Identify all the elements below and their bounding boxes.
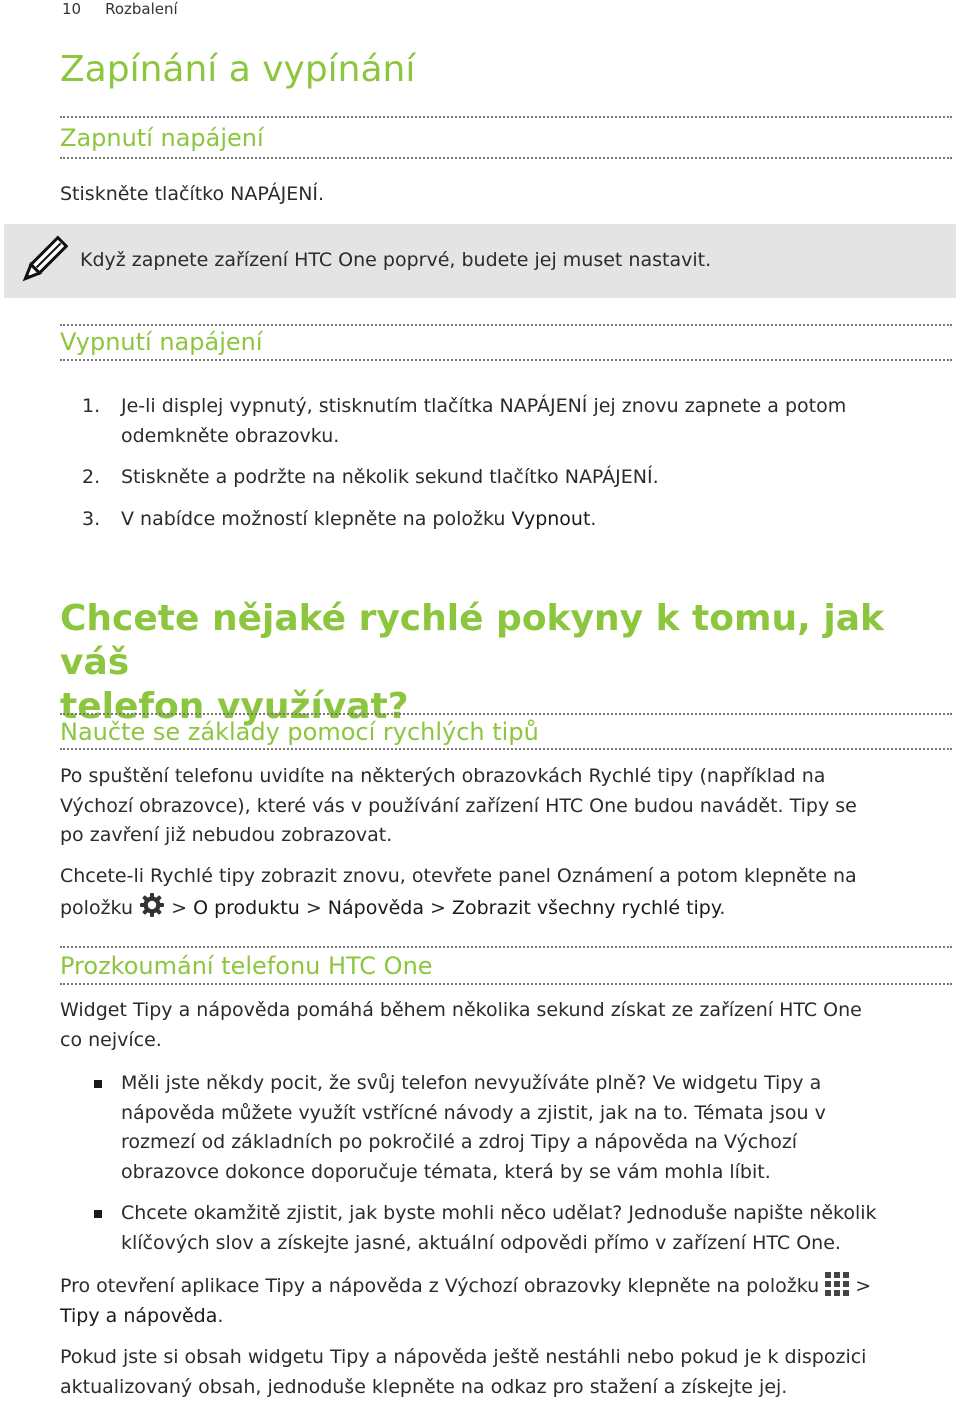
quick-tips-heading: Naučte se základy pomocí rychlých tipů: [60, 717, 539, 747]
text-line: [60, 1302, 940, 1332]
gear-icon: [139, 892, 165, 918]
menu-separator: >: [171, 897, 187, 919]
bullet-item: [121, 1069, 941, 1187]
step-number: 2.: [82, 463, 100, 493]
page-title: Zapínání a vypínání: [60, 48, 415, 92]
text-line: Chcete okamžitě zjistit, jak byste mohli něco udělat? Jednoduše napište několik: [121, 1199, 941, 1229]
divider: [60, 946, 952, 948]
open-tips-paragraph: [60, 1272, 940, 1331]
note-text: Když zapnete zařízení HTC One poprvé, budete jej muset nastavit.: [80, 246, 711, 276]
apps-grid-icon: [825, 1272, 849, 1296]
quick-tips-para1: [60, 762, 940, 851]
text-line: klíčových slov a získejte jasné, aktuální odpovědi přímo v zařízení HTC One.: [121, 1229, 941, 1259]
power-on-heading: Zapnutí napájení: [60, 123, 264, 153]
page-number: 10: [62, 0, 81, 18]
text-line: Pokud jste si obsah widgetu Tipy a nápověda ještě nestáhli nebo pokud je k dispozici: [60, 1343, 940, 1373]
text-line: po zavření již nebudou zobrazovat.: [60, 821, 940, 851]
open-text: Pro otevření aplikace Tipy a nápověda z Výchozí obrazovky klepněte na položku: [60, 1275, 819, 1297]
sentence-end: .: [217, 1305, 223, 1327]
pencil-icon: [18, 234, 68, 288]
tips-app-name: Tipy a nápověda: [60, 1305, 217, 1327]
divider: [60, 359, 952, 361]
text-line: Měli jste někdy pocit, že svůj telefon nevyužíváte plně? Ve widgetu Tipy a: [121, 1069, 941, 1099]
text-line: Chcete-li Rychlé tipy zobrazit znovu, otevřete panel Oznámení a potom klepněte na: [60, 862, 940, 892]
menu-help: Nápověda: [328, 897, 424, 919]
divider: [60, 116, 952, 118]
menu-separator: >: [306, 897, 322, 919]
text-line: Výchozí obrazovce), které vás v používání zařízení HTC One budou navádět. Tipy se: [60, 792, 940, 822]
power-off-heading: Vypnutí napájení: [60, 327, 263, 357]
step-3-end: .: [590, 508, 596, 530]
text-line: rozmezí od základních po pokročilé a zdroj Tipy a nápověda na Výchozí: [121, 1128, 941, 1158]
text-line: [60, 1272, 940, 1302]
bullet-item: [121, 1199, 941, 1258]
step-number: 3.: [82, 505, 100, 535]
menu-about: O produktu: [193, 897, 300, 919]
divider: [60, 157, 952, 159]
text-line: nápověda můžete využít vstřícné návody a zjistit, jak na to. Témata jsou v: [121, 1099, 941, 1129]
divider: [60, 713, 952, 715]
power-off-option: Vypnout: [511, 508, 590, 530]
power-on-text: Stiskněte tlačítko NAPÁJENÍ.: [60, 180, 940, 210]
step-1-line1: Je-li displej vypnutý, stisknutím tlačítka NAPÁJENÍ jej znovu zapnete a potom: [121, 392, 941, 422]
text-line: co nejvíce.: [60, 1026, 940, 1056]
step-1-line2: odemkněte obrazovku.: [121, 422, 941, 452]
last-paragraph: [60, 1343, 940, 1402]
menu-separator: >: [855, 1275, 871, 1297]
tips-title-line2: telefon využívat?: [60, 685, 960, 729]
step-2: Stiskněte a podržte na několik sekund tlačítko NAPÁJENÍ.: [121, 463, 941, 493]
text-line: aktualizovaný obsah, jednoduše klepněte na odkaz pro stažení a získejte jej.: [60, 1373, 940, 1402]
bullet-marker: [94, 1210, 102, 1218]
text-line: [60, 892, 940, 924]
page-header: [62, 0, 178, 18]
prefix-text: položku: [60, 897, 133, 919]
divider: [60, 324, 952, 326]
step-3: [121, 505, 941, 535]
divider: [60, 748, 952, 750]
explore-intro: [60, 996, 940, 1055]
menu-show-all-tips: Zobrazit všechny rychlé tipy: [452, 897, 719, 919]
step-number: 1.: [82, 392, 100, 422]
sentence-end: .: [719, 897, 725, 919]
quick-tips-para2: [60, 862, 940, 923]
text-line: obrazovce dokonce doporučuje témata, která by se vám mohla líbit.: [121, 1158, 941, 1188]
step-1: [121, 392, 941, 451]
section-name: Rozbalení: [105, 0, 178, 18]
text-line: Widget Tipy a nápověda pomáhá během několika sekund získat ze zařízení HTC One: [60, 996, 940, 1026]
tips-title-line1: Chcete nějaké rychlé pokyny k tomu, jak váš: [60, 597, 960, 685]
text-line: Po spuštění telefonu uvidíte na některých obrazovkách Rychlé tipy (například na: [60, 762, 940, 792]
tips-title: [60, 597, 960, 729]
menu-separator: >: [430, 897, 446, 919]
note-box: [4, 224, 956, 298]
step-3-text: V nabídce možností klepněte na položku: [121, 508, 511, 530]
bullet-marker: [94, 1080, 102, 1088]
explore-heading: Prozkoumání telefonu HTC One: [60, 951, 433, 981]
divider: [60, 983, 952, 985]
